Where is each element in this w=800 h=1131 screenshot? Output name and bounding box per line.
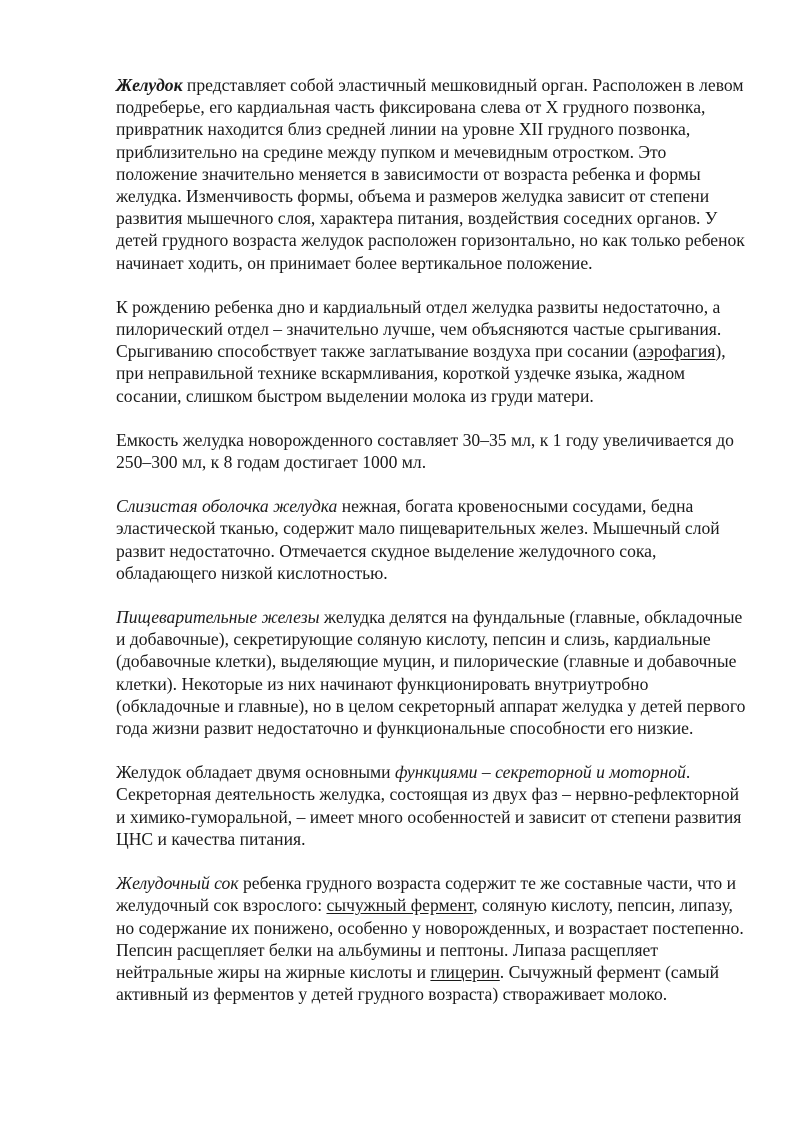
paragraph-text: К рождению ребенка дно и кардиальный отдел желудка развиты недостаточно, а пилорический отдел – значительно лучше, чем объясняются частые срыгивания. Срыгиванию способствует также заглатывание воздуха при сосании ( [116,296,722,362]
paragraph-stomach-capacity [116,429,746,473]
paragraph-text: нежная, богата кровеносными сосудами, бедна эластической тканью, содержит мало пищеварительных желез. Мышечный слой развит недостаточно. Отмечается скудное выделение желудочного сока, обладающего низкой кислотностью. [116,496,720,583]
term-functions: функциями – секреторной и моторной [395,762,686,783]
paragraph-text: представляет собой эластичный мешковидный орган. Расположен в левом подреберье, его кардиальная часть фиксирована слева от X грудного позвонка, привратник находится близ средней линии на уровне XII грудного позвонка, приблизительно на средине между пупком и мечевидным отростком. Это положение значительно меняется в зависимости от возраста ребенка и формы желудка. Изменчивость формы, объема и размеров желудка зависит от степени развития мышечного слоя, характера питания, воздействия соседних органов. У детей грудного возраста желудок расположен горизонтально, но как только ребенок начинает ходить, он принимает более вертикальное положение. [116,75,745,273]
paragraph-text: . Секреторная деятельность желудка, состоящая из двух фаз – нервно-рефлекторной и химико-гуморальной, – имеет много особенностей и зависит от степени развития ЦНС и качества питания. [116,762,742,849]
paragraph-stomach-overview [116,74,746,274]
paragraph-text: , соляную кислоту, пепсин, липазу, но содержание их понижено, особенно у новорожденных, и возрастает постепенно. Пепсин расщепляет белки на альбумины и пептоны. Липаза расщепляет нейтральные жиры на жирные кислоты и [116,895,744,982]
term-gastric-juice: Желудочный сок [116,873,239,894]
paragraph-newborn-stomach [116,296,746,407]
paragraph-digestive-glands [116,606,746,739]
term-mucosa: Слизистая оболочка желудка [116,496,338,517]
paragraph-stomach-functions [116,761,746,850]
term-digestive-glands: Пищеварительные железы [116,607,320,628]
paragraph-text: желудка делятся на фундальные (главные, обкладочные и добавочные), секретирующие соляную кислоту, пепсин и слизь, кардиальные (добавочные клетки), выделяющие муцин, и пилорические (главные и добавочные клетки). Некоторые из них начинают функционировать внутриутробно (обкладочные и главные), но в целом секреторный аппарат желудка у детей первого года жизни развит недостаточно и функциональные способности его низкие. [116,607,746,739]
link-rennet-enzyme[interactable]: сычужный фермент [326,895,474,916]
paragraph-text: ), при неправильной технике вскармливания, короткой уздечке языка, жадном сосании, слишком быстром выделении молока из груди матери. [116,341,726,406]
paragraph-text: ребенка грудного возраста содержит те же составные части, что и желудочный сок взрослого: [116,873,737,916]
document-page [116,74,746,1005]
paragraph-text: Емкость желудка новорожденного составляет 30–35 мл, к 1 году увеличивается до 250–300 мл, к 8 годам достигает 1000 мл. [116,429,734,473]
paragraph-mucosa [116,495,746,584]
paragraph-text: Желудок обладает двумя основными [116,762,395,783]
link-aerophagia[interactable]: аэрофагия [638,341,716,362]
paragraph-gastric-juice [116,872,746,1005]
term-stomach: Желудок [116,75,183,95]
link-glycerin[interactable]: глицерин [430,961,500,982]
paragraph-text: . Сычужный фермент (самый активный из ферментов у детей грудного возраста) створаживает молоко. [116,961,720,1005]
